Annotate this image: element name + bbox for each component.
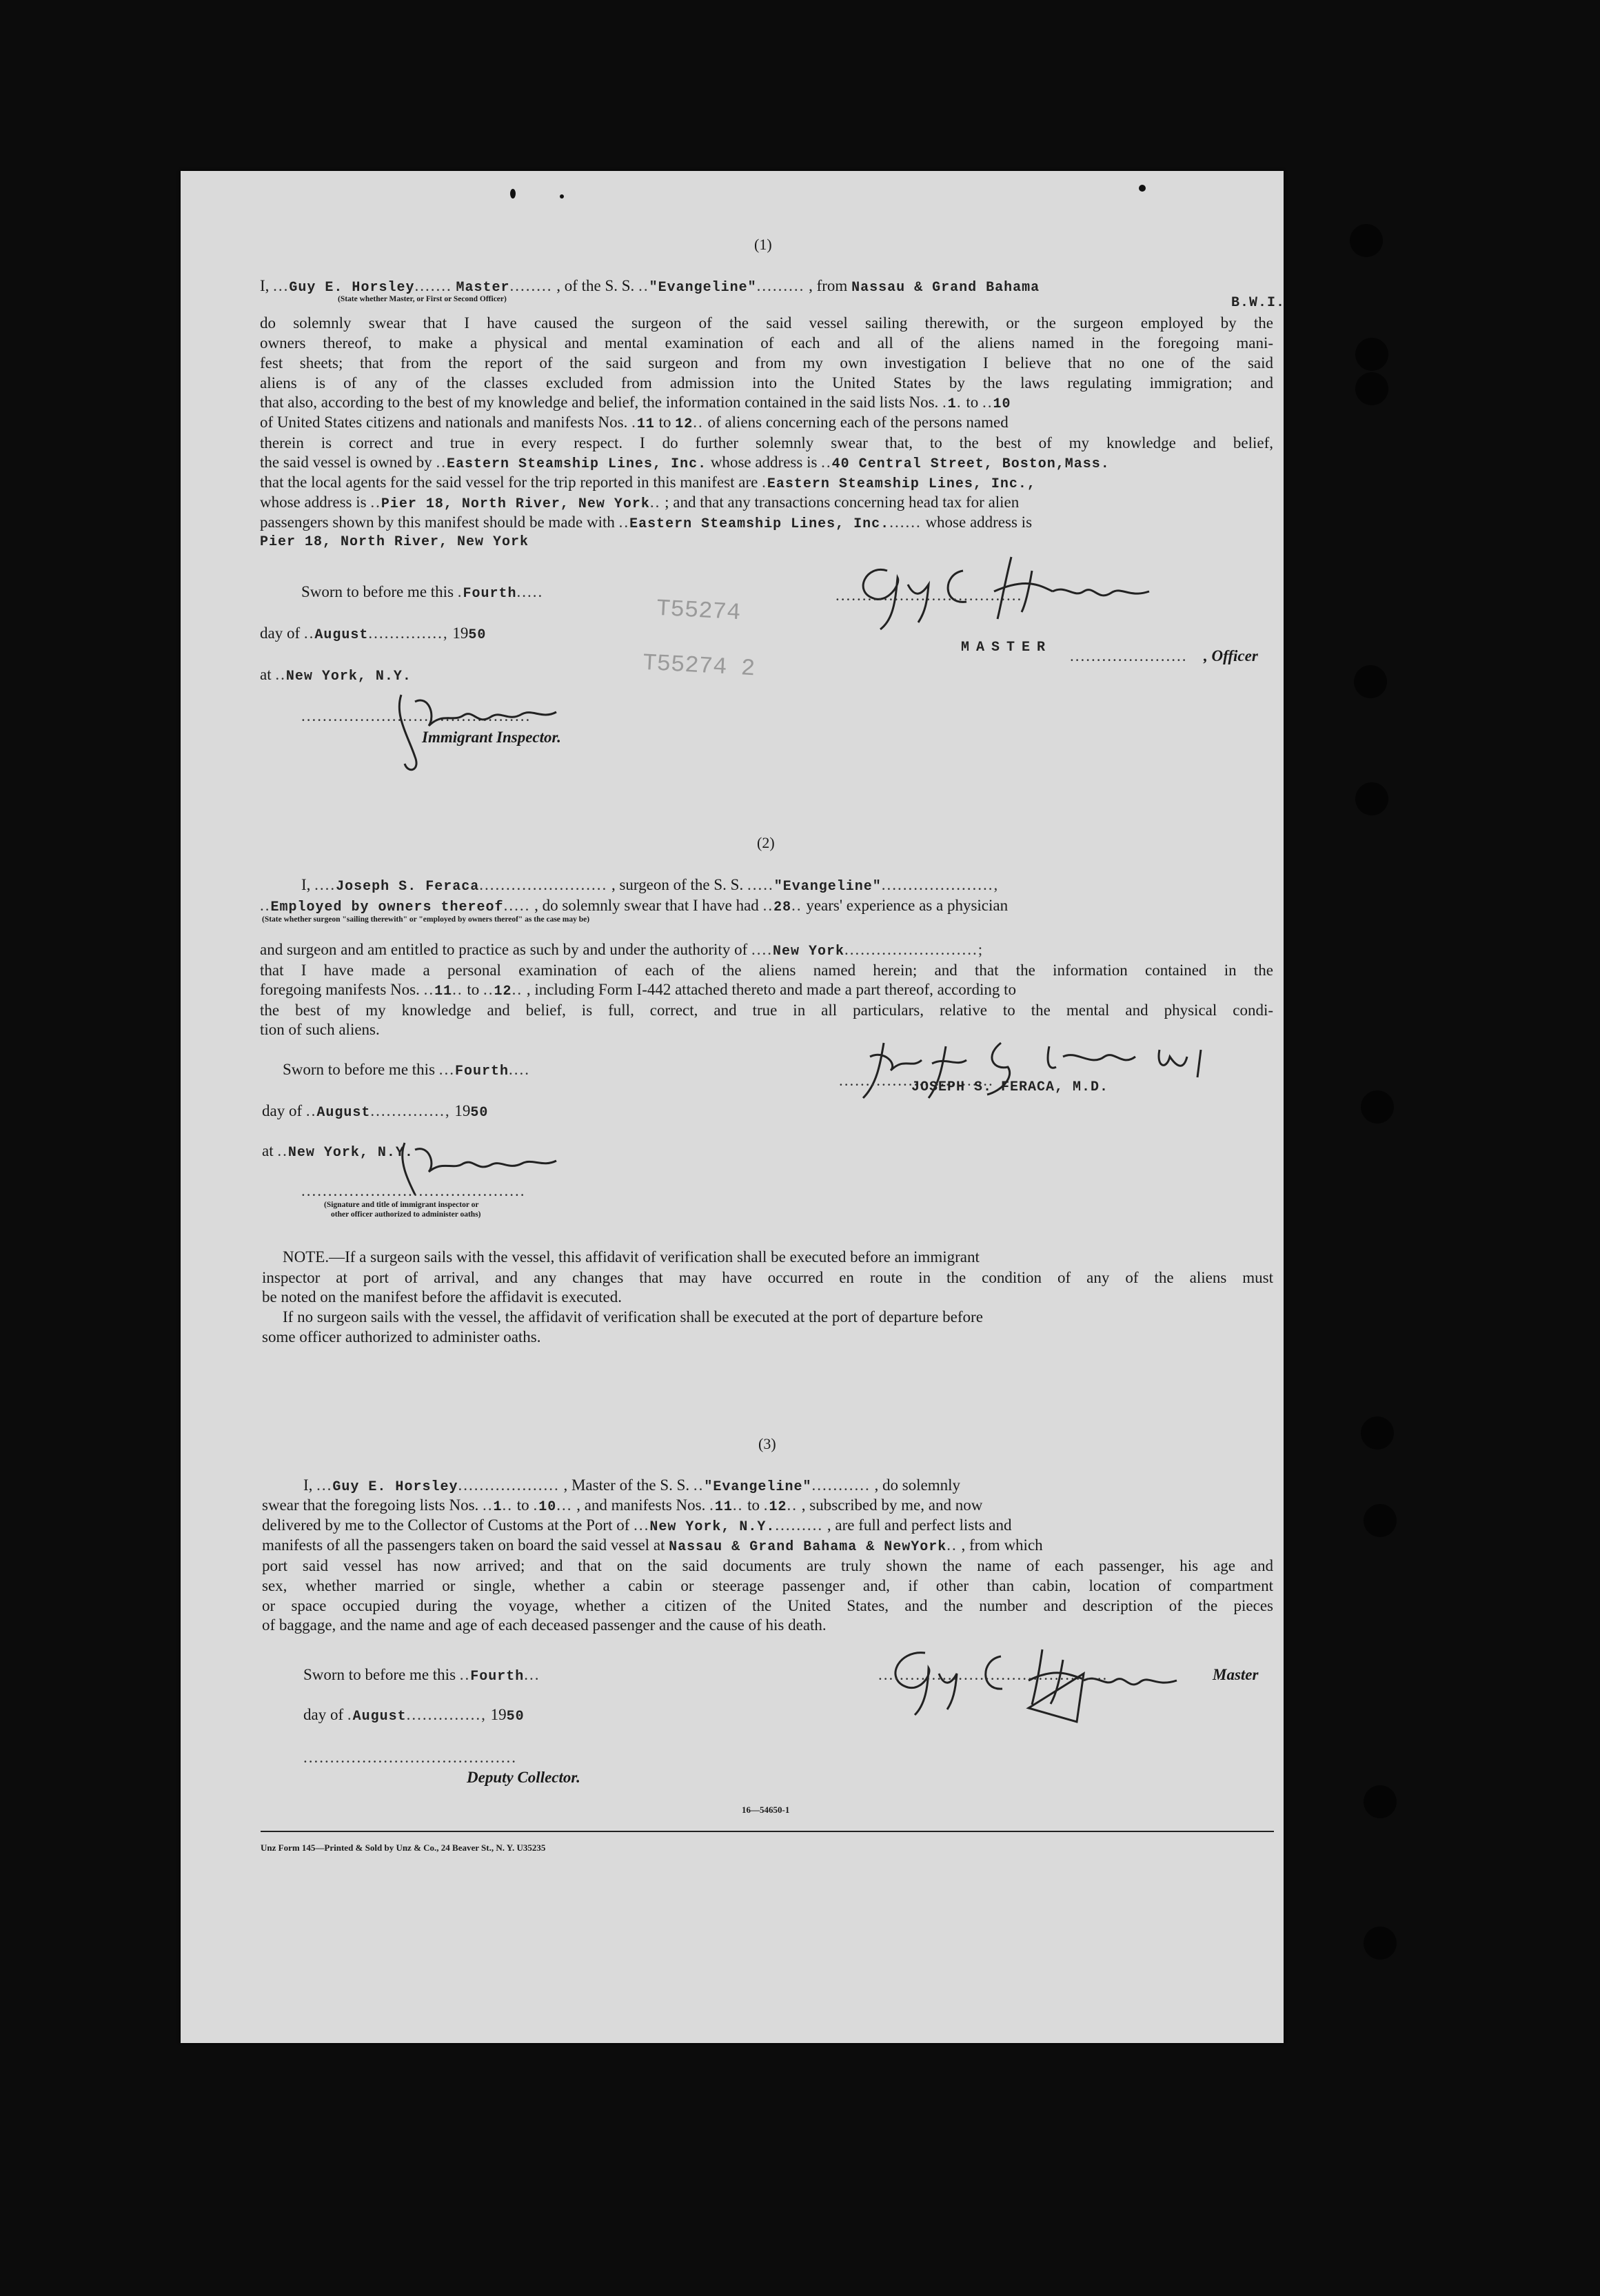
s3-manifests-from: 11 — [714, 1499, 733, 1515]
s2-manifests-to: 12 — [494, 984, 512, 999]
ink-speck — [560, 194, 564, 199]
manifests-from: 11 — [636, 416, 655, 432]
s3-manifests-to: 12 — [769, 1499, 787, 1515]
s2-at: at ..New York, N.Y. — [262, 1142, 414, 1161]
s3-collector-text: delivered by me to the Collector of Customs at the Port of — [262, 1516, 630, 1534]
lists-text: that also, according to the best of my knowledge and belief, the information contained in the said lists Nos. — [260, 394, 939, 411]
s3-line4: manifests of all the passengers taken on board the said vessel at Nassau & Grand Bahama & NewYork.. , from which — [262, 1536, 1043, 1555]
s2-line1: I, ....Joseph S. Feraca........................ , surgeon of the S. S. ....."Evangeline"....................., — [301, 876, 1000, 895]
s3-lists-from: 1 — [493, 1499, 503, 1515]
manifests-text: of United States citizens and nationals and manifests Nos. — [260, 414, 628, 431]
s3-master-of-label: , Master of the S. S. — [563, 1476, 690, 1494]
section-2-number: (2) — [757, 834, 775, 851]
s1-at-label: at — [260, 666, 272, 683]
s3-body-2: or space occupied during the voyage, whether a citizen of the United States, and the number and description of the pieces — [262, 1597, 1273, 1614]
surgeon-name: Joseph S. Feraca — [336, 879, 480, 895]
owner: Eastern Steamship Lines, Inc. — [447, 456, 707, 472]
s3-body-3: of baggage, and the name and age of each deceased passenger and the cause of his death. — [262, 1616, 827, 1634]
address-rest: ; and that any transactions concerning head tax for alien — [665, 494, 1020, 511]
manifests-to-word: to — [658, 414, 671, 431]
note-line-1: inspector at port of arrival, and any changes that may have occurred en route in the condition of any of the aliens must — [262, 1269, 1273, 1286]
master-role: Master — [456, 280, 510, 296]
s1-owned-line: the said vessel is owned by ..Eastern Steamship Lines, Inc. whose address is ..40 Central Street, Boston,Mass. — [260, 454, 1110, 472]
s2-place: New York, N.Y. — [287, 1145, 414, 1161]
owned-text: the said vessel is owned by — [260, 454, 432, 471]
s2-manifests-to-word: to — [467, 981, 480, 998]
punch-hole — [1361, 1090, 1394, 1124]
s2-sworn-label: Sworn to before me this — [283, 1061, 436, 1078]
s2-dayof: day of ..August.............., 1950 — [262, 1102, 489, 1121]
s3-line1-rest: , do solemnly — [874, 1476, 961, 1494]
s2-sworn: Sworn to before me this ...Fourth.... — [283, 1061, 531, 1079]
s1-passengers-line: passengers shown by this manifest should be made with ..Eastern Steamship Lines, Inc....... whose address is — [260, 514, 1033, 532]
note-line-2: be noted on the manifest before the affidavit is executed. — [262, 1288, 622, 1306]
s2-line2: ..Employed by owners thereof..... , do solemnly swear that I have had ..28.. years' experience as a physician — [260, 897, 1009, 915]
s1-body-0: do solemnly swear that I have caused the surgeon of the said vessel sailing therewith, or the surgeon employed by the — [260, 314, 1273, 332]
s3-body-0: port said vessel has now arrived; and that on the said documents are truly shown the name of each passenger, his age and — [262, 1557, 1273, 1574]
s2-year-prefix: 19 — [454, 1102, 471, 1119]
s1-dayof: day of ..August.............., 1950 — [260, 624, 487, 643]
stamp-number-2: T55274 2 — [642, 650, 756, 683]
s2-vessel: "Evangeline" — [773, 879, 882, 895]
origin-port: Nassau & Grand Bahama — [851, 280, 1040, 296]
head-tax-party: Eastern Steamship Lines, Inc. — [629, 516, 890, 532]
s3-year-suffix: 50 — [506, 1709, 525, 1725]
surgeon-employment: Employed by owners thereof — [270, 900, 504, 915]
officer-label: , Officer — [1204, 647, 1258, 664]
s3-port: New York, N.Y. — [649, 1519, 776, 1535]
agents: Eastern Steamship Lines, Inc., — [767, 476, 1036, 492]
s1-sworn-day: Fourth — [463, 586, 517, 602]
punch-hole — [1364, 1927, 1397, 1960]
master-label: Master — [1213, 1666, 1259, 1683]
s1-lists-line: that also, according to the best of my knowledge and belief, the information contained in the said lists Nos. .1. to ..10 — [260, 394, 1011, 412]
of-ss-label: , of the S. S. — [556, 277, 635, 294]
s3-sworn-label: Sworn to before me this — [303, 1666, 456, 1683]
s2-at-label: at — [262, 1142, 274, 1159]
from-label: , from — [809, 277, 848, 294]
s3-sworn: Sworn to before me this ..Fourth... — [303, 1666, 540, 1685]
agents-text: that the local agents for the said vessel for the trip reported in this manifest are — [260, 474, 758, 491]
employment-note: (State whether surgeon "sailing therewith" or "employed by owners thereof" as the case may be) — [262, 915, 590, 924]
note-text-0: —If a surgeon sails with the vessel, this affidavit of verification shall be executed before an immigrant — [329, 1248, 980, 1266]
s3-line3-rest: , are full and perfect lists and — [827, 1516, 1012, 1534]
years-experience: 28 — [773, 900, 792, 915]
s3-vessel: "Evangeline" — [704, 1479, 812, 1495]
passengers-text: passengers shown by this manifest should be made with — [260, 514, 615, 531]
s3-year-prefix: 19 — [490, 1706, 507, 1723]
punch-hole — [1354, 665, 1387, 698]
punch-hole — [1350, 224, 1383, 257]
s1-address-line: whose address is ..Pier 18, North River, New York.. ; and that any transactions concerning head tax for alien — [260, 494, 1020, 512]
s2-dayof-label: day of — [262, 1102, 303, 1119]
surgeon-of-label: , surgeon of the S. S. — [611, 876, 744, 893]
s1-year-suffix: 50 — [468, 627, 487, 643]
s3-prefix: I, — [303, 1476, 313, 1494]
owned-addr-text: whose address is — [710, 454, 818, 471]
s3-line1: I, ...Guy E. Horsley................... , Master of the S. S. .."Evangeline"........... , do solemnly — [303, 1476, 961, 1495]
s2-manifests-line: foregoing manifests Nos. ..11.. to ..12.. , including Form I-442 attached thereto and made a part thereof, according to — [260, 981, 1016, 999]
s1-body-2: fest sheets; that from the report of the said surgeon and from my own investigation I believe that no one of the said — [260, 354, 1273, 372]
s1-place: New York, N.Y. — [285, 669, 412, 684]
deputy-collector-label: Deputy Collector. — [467, 1769, 580, 1786]
punch-hole — [1364, 1785, 1397, 1818]
stamp-number-1: T55274 — [656, 596, 742, 627]
inspector-signature-2 — [391, 1129, 563, 1212]
s3-boarding-place: Nassau & Grand Bahama & NewYork — [669, 1539, 947, 1555]
punch-hole — [1355, 338, 1388, 371]
s1-body-3: aliens is of any of the classes excluded from admission into the United States by the laws regulating immigration; and — [260, 374, 1273, 392]
s3-line2-rest: , subscribed by me, and now — [801, 1496, 983, 1514]
s1-year-prefix: 19 — [452, 624, 469, 642]
note2-line-1: some officer authorized to administer oaths. — [262, 1328, 541, 1345]
note-line-0 — [283, 1248, 980, 1267]
s3-sworn-day: Fourth — [470, 1669, 525, 1685]
authority: New York — [773, 944, 845, 959]
s2-years-rest: years' experience as a physician — [806, 897, 1009, 914]
s2-body2-0: the best of my knowledge and belief, is full, correct, and true in all particulars, relative to the mental and physical condi- — [260, 1002, 1273, 1019]
punch-hole — [1361, 1416, 1394, 1450]
address-text: whose address is — [260, 494, 367, 511]
s1-sworn: Sworn to before me this .Fourth..... — [301, 583, 544, 602]
inspector-note-0: (Signature and title of immigrant inspector or — [324, 1201, 479, 1209]
master-name: Guy E. Horsley — [289, 280, 415, 296]
s2-prefix: I, — [301, 876, 311, 893]
s1-correct-line: therein is correct and true in every respect. I do further solemnly swear that, to the best of my knowledge and belief, — [260, 434, 1273, 451]
s2-manifests-rest: , including Form I-442 attached thereto and made a part thereof, according to — [526, 981, 1016, 998]
s3-line3: delivered by me to the Collector of Customs at the Port of ...New York, N.Y.......... , are full and perfect lists and — [262, 1516, 1012, 1535]
s2-sworn-day: Fourth — [455, 1064, 509, 1079]
s3-lists-to: 10 — [538, 1499, 557, 1515]
lists-from: 1 — [947, 396, 957, 412]
manifests-to: 12 — [675, 416, 693, 432]
printer-line: Unz Form 145—Printed & Sold by Unz & Co., 24 Beaver St., N. Y. U35235 — [261, 1842, 546, 1853]
passengers-rest: whose address is — [925, 514, 1033, 531]
s2-authority-text: and surgeon and am entitled to practice as such by and under the authority of — [260, 941, 748, 958]
s3-board-text: manifests of all the passengers taken on board the said vessel at — [262, 1536, 665, 1554]
s1-body-1: owners thereof, to make a physical and mental examination of each and all of the aliens named in the foregoing mani- — [260, 334, 1273, 352]
section-3-number: (3) — [758, 1435, 776, 1452]
note-label: NOTE. — [283, 1248, 330, 1266]
role-note: (State whether Master, or First or Second Officer) — [338, 295, 507, 303]
s2-manifests-from: 11 — [434, 984, 453, 999]
s3-dayof: day of .August.............., 1950 — [303, 1706, 525, 1725]
owner-address: 40 Central Street, Boston,Mass. — [831, 456, 1110, 472]
s2-manifests-text: foregoing manifests Nos. — [260, 981, 420, 998]
s2-body-0: that I have made a personal examination of each of the aliens named herein; and that the information contained in the — [260, 962, 1273, 979]
s3-line2: swear that the foregoing lists Nos. ..1.. to .10... , and manifests Nos. .11.. to .12.. , subscribed by me, and now — [262, 1496, 983, 1515]
ink-speck — [510, 189, 516, 199]
s1-line1: I, ...Guy E. Horsley....... Master........ , of the S. S. .."Evangeline"......... , from Nassau & Grand Bahama — [260, 277, 1040, 296]
s1-manifests-line: of United States citizens and nationals and manifests Nos. .11 to 12.. of aliens concerning each of the persons named — [260, 414, 1009, 432]
officer-title: MASTER — [961, 640, 1053, 656]
inspector-note-1: other officer authorized to administer oaths) — [331, 1210, 481, 1219]
s1-dayof-label: day of — [260, 624, 301, 642]
s3-manifests-to-word: to — [747, 1496, 760, 1514]
footer-rule — [261, 1831, 1274, 1832]
punch-hole — [1364, 1504, 1397, 1537]
punch-hole — [1355, 782, 1388, 815]
vessel-name: "Evangeline" — [649, 280, 757, 296]
s3-dayof-label: day of — [303, 1706, 344, 1723]
s3-manifests-text: , and manifests Nos. — [576, 1496, 706, 1514]
lists-to: 10 — [993, 396, 1011, 412]
punch-hole — [1355, 372, 1388, 405]
s3-lists-to-word: to — [516, 1496, 529, 1514]
immigrant-inspector-label: Immigrant Inspector. — [422, 729, 561, 746]
s2-line3: and surgeon and am entitled to practice as such by and under the authority of ....New York.........................; — [260, 941, 984, 959]
s1-at: at ..New York, N.Y. — [260, 666, 412, 684]
surgeon-printed-name: JOSEPH S. FERACA, M.D. — [911, 1079, 1109, 1095]
origin-port-2: B.W.I. — [1231, 295, 1286, 311]
s2-body2-1: tion of such aliens. — [260, 1021, 380, 1038]
lists-to-word: to — [966, 394, 979, 411]
ink-speck — [1139, 185, 1146, 192]
s2-month: August — [316, 1105, 371, 1121]
s1-prefix: I, — [260, 277, 270, 294]
s1-month: August — [314, 627, 369, 643]
s2-year-suffix: 50 — [470, 1105, 489, 1121]
s3-lists-text: swear that the foregoing lists Nos. — [262, 1496, 479, 1514]
inspector-signature-1 — [387, 674, 567, 778]
form-number: 16—54650-1 — [742, 1805, 790, 1815]
s1-sworn-label: Sworn to before me this — [301, 583, 454, 600]
note2-line-0: If no surgeon sails with the vessel, the affidavit of verification shall be executed at the port of departure before — [283, 1308, 983, 1325]
agents-address: Pier 18, North River, New York — [381, 496, 650, 512]
s3-body-1: sex, whether married or single, whether a cabin or steerage passenger and, if other than cabin, location of compartment — [262, 1577, 1273, 1594]
manifest-page: (1) I, ...Guy E. Horsley....... Master........ , of the S. S. .."Evangeline"......... , from Nassau & Grand Bahama (State whether Master, or First or Second Officer) B.W.I. do solemnly swear that I have caused the surgeon of the said vessel sailing therewith, or the surgeon employed by the owners thereof, to make a physical and mental examination of each and all of the aliens named in the foregoing mani- fest sheets; that from the report of the said surgeon and from my own investigation I believe that no one of the said aliens is of any of the classes excluded from admission into the United States by the laws regulating immigration; and that also, according to the best of my knowledge and belief, the information contained in the said lists Nos. .1. to ..10 of United States citizens and nationals and manifests Nos. .11 to 12.. of aliens concerning each of the persons named therein is correct and true in every respect. I do further solemnly swear that, to the best of my knowledge and belief, the said vessel is owned by ..Eastern Steamship Lines, Inc. whose address is ..40 Central Street, Boston,Mass. that the local agents for the said vessel for the trip reported in this manifest are .Eastern Steamship Lines, Inc., whose address is ..Pier 18, North River, New York.. ; and that any transactions concerning head tax for alien passengers shown by this manifest should be made with ..Eastern Steamship Lines, Inc....... whose address is Pier 18, North River, New York Sworn to before me this .Fourth..... day of ..August.............., 1950 at ..New York, N.Y. ........................................... Immigrant Inspector. T55274 T55274 2 ................................... MASTER ...................... , Officer (2) I, ....Joseph S. Feraca........................ , surgeon of the S. S. ....."Evangeline"....................., ..Employed by owners thereof..... , do solemnly swear that I have had ..28.. years' experience as a physician (State whether surgeon "sailing therewith" or "employed by owners thereof" as the case may be) and surgeon and am entitled to practice as such by and under the authority of ....New York.........................; that I have made a personal examination of each of the aliens named herein; and that the information contained in the foregoing manifests Nos. ..11.. to ..12.. , including Form I-442 attached thereto and made a part thereof, according to the best of my knowledge and belief, is full, correct, and true in all particulars, relative to the mental and physical condi- tion of such aliens. Sworn to before me this ...Fourth.... day of ..August.............., 1950 at ..New York, N.Y. .......................................... (Signature and title of immigrant inspector or other officer authorized to administer oaths) ............................. JOSEPH S. FERACA, M.D. NOTE.—If a surgeon sails with the vessel, this affidavit of verification shall be executed before an immigrant inspector at port of arrival, and any changes that may have occurred en route in the condition of any of the aliens must be noted on the manifest before the affidavit is executed. If no surgeon sails with the vessel, the affidavit of verification shall be executed at the port of departure before some officer authorized to administer oaths. (3) I, ...Guy E. Horsley................... , Master of the S. S. .."Evangeline"........... , do solemnly swear that the foregoing lists Nos. ..1.. to .10... , and manifests Nos. .11.. to .12.. , subscribed by me, and now delivered by me to the Collector of Customs at the Port of ...New York, N.Y.......... , are full and perfect lists and manifests of all the passengers taken on board the said vessel at Nassau & Grand Bahama & NewYork.. , from which port said vessel has now arrived; and that on the said documents are truly shown the name of each passenger, his age and sex, whether married or single, whether a cabin or steerage passenger and, if other than cabin, location of compartment or space occupied during the voyage, whether a citizen of the United States, and the number and description of the pieces of baggage, and the name and age of each deceased passenger and the cause of his death. Sworn to before me this ..Fourth... day of .August.............., 1950 ........................................ Deputy Collector. ........................................... Master 16—54650-1 Unz Form 145—Printed & Sold by Unz & Co., 24 Beaver St., N. Y. U35235 — [181, 171, 1284, 2043]
s3-line4-rest: , from which — [961, 1536, 1043, 1554]
s3-master-name: Guy E. Horsley — [332, 1479, 458, 1495]
final-address: Pier 18, North River, New York — [260, 534, 529, 550]
s2-swear-text: , do solemnly swear that I have had — [534, 897, 759, 914]
s3-month: August — [352, 1709, 407, 1725]
section-1-number: (1) — [754, 236, 772, 253]
s1-agents-line: that the local agents for the said vessel for the trip reported in this manifest are .Eastern Steamship Lines, Inc., — [260, 474, 1036, 492]
manifests-rest: of aliens concerning each of the persons named — [707, 414, 1009, 431]
